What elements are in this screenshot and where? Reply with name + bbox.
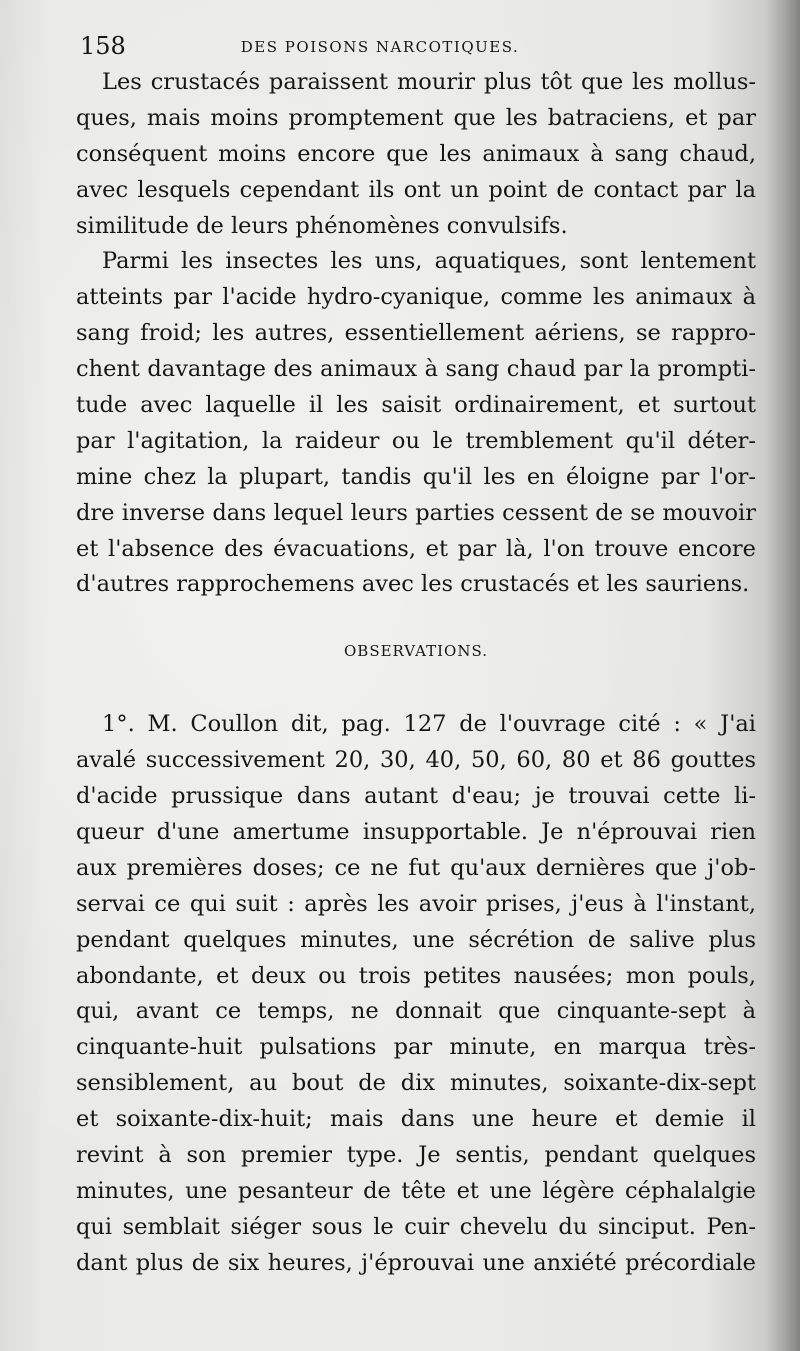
paragraph-insectes [76,244,756,603]
text-line: et soixante-dix-huit; mais dans une heure et demie il [76,1106,756,1133]
text-line: dre inverse dans lequel leurs parties cessent de se mouvoir [76,499,756,526]
text-line: et l'absence des évacuations, et par là, l'on trouve encore [76,535,756,562]
text-line: avec lesquels cependant ils ont un point de contact par la [76,176,756,203]
text-line: qui, avant ce temps, ne donnait que cinquante-sept à [76,998,756,1025]
binding-shadow [766,0,800,1351]
text-line: atteints par l'acide hydro-cyanique, comme les animaux à [76,284,756,311]
text-line: sensiblement, au bout de dix minutes, soixante-dix-sept [76,1070,756,1097]
text-line: queur d'une amertume insupportable. Je n'éprouvai rien [76,819,756,846]
text-line: d'autres rapprochemens avec les crustacés et les sauriens. [76,571,750,598]
text-line: sang froid; les autres, essentiellement aériens, se rappro- [76,320,756,347]
text-line: similitude de leurs phénomènes convulsifs. [76,212,568,239]
text-line: ques, mais moins promptement que les batraciens, et par [76,104,756,131]
text-line: qui semblait siéger sous le cuir chevelu du sinciput. Pen- [76,1213,756,1240]
body-text [76,65,756,1282]
text-line: avalé successivement 20, 30, 40, 50, 60, 80 et 86 gouttes [76,747,756,774]
text-line: revint à son premier type. Je sentis, pendant quelques [76,1142,756,1169]
text-line: servai ce qui suit : après les avoir prises, j'eus à l'instant, [76,890,756,917]
text-line: chent davantage des animaux à sang chaud par la prompti- [76,356,756,383]
text-line: minutes, une pesanteur de tête et une légère céphalalgie [76,1177,756,1204]
text-line: d'acide prussique dans autant d'eau; je trouvai cette li- [76,783,756,810]
text-line: aux premières doses; ce ne fut qu'aux dernières que j'ob- [76,854,756,881]
paragraph-crustaces [76,65,756,244]
text-line: tude avec laquelle il les saisit ordinairement, et surtout [76,392,756,419]
text-line: mine chez la plupart, tandis qu'il les en éloigne par l'or- [76,463,756,490]
text-line: pendant quelques minutes, une sécrétion de salive plus [76,926,756,953]
page-header [80,30,760,62]
text-line: dant plus de six heures, j'éprouvai une anxiété précordiale [76,1249,756,1276]
running-head: DES POISONS NARCOTIQUES. [240,38,520,56]
text-line: cinquante-huit pulsations par minute, en marqua très- [76,1034,756,1061]
paragraph-observation-1 [76,707,756,1281]
text-line: par l'agitation, la raideur ou le tremblement qu'il déter- [76,427,756,454]
section-heading: OBSERVATIONS. [344,642,488,661]
text-line: 1°. M. Coullon dit, pag. 127 de l'ouvrage cité : « J'ai [102,711,756,738]
text-line: Parmi les insectes les uns, aquatiques, sont lentement [102,248,756,275]
text-line: Les crustacés paraissent mourir plus tôt que les mollus- [102,69,756,95]
page-number: 158 [80,32,126,60]
text-line: conséquent moins encore que les animaux à sang chaud, [76,140,756,167]
text-line: abondante, et deux ou trois petites nausées; mon pouls, [76,962,756,989]
